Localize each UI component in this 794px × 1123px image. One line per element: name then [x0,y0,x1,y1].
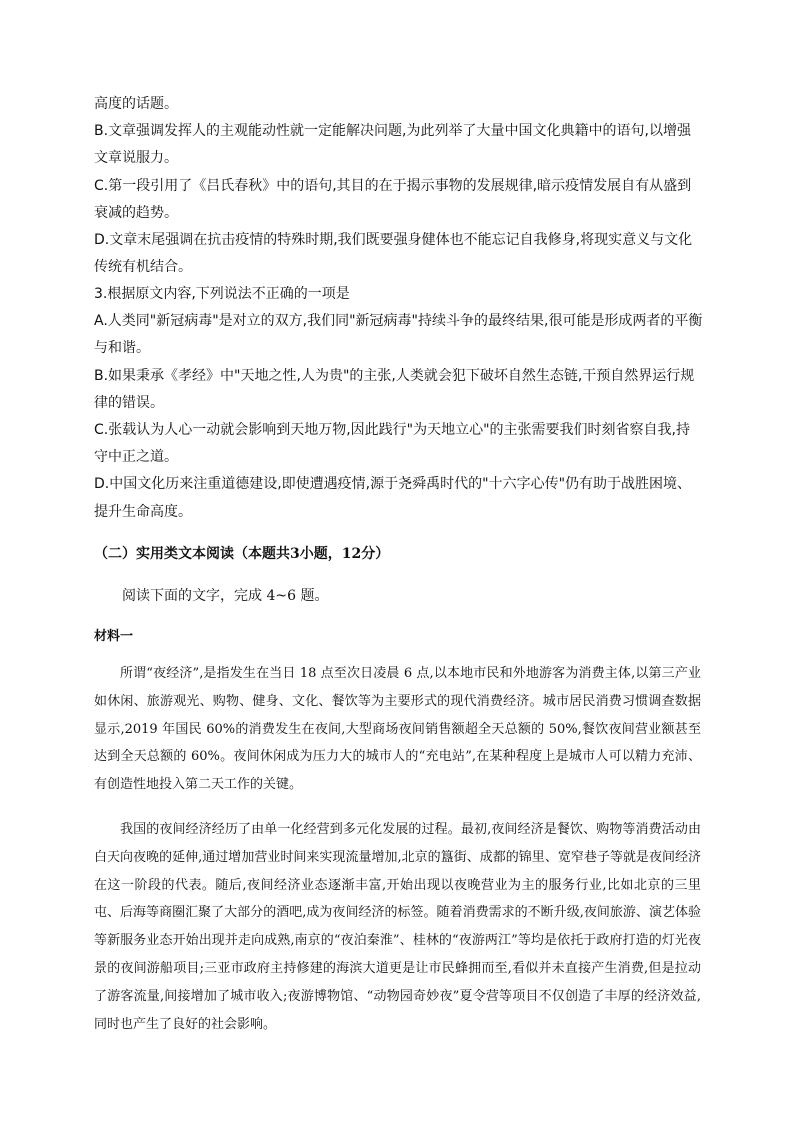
text-line: 子等就是夜间经济在这一阶段的代表。随后,夜间经济业态逐渐丰富,开始出现以夜晚营业为主的服 [94,849,701,893]
instruction: 阅读下面的文字，完成 4~6 题。 [122,588,329,604]
text-line: 我国的夜间经济经历了由单一化经营到多元化发展的过程。最初,夜间经济是餐饮、购物等消 [120,822,649,837]
option-b-line: B.如果秉承《孝经》中"天地之性,人为贵"的主张,人类就会犯下破坏自然生态链,干预自然界运行规 [94,367,695,384]
option-c-line: C.张载认为人心一动就会影响到天地万物,因此践行"为天地立心"的主张需要我们时刻省察自我,持 [94,422,691,439]
text-line: 更是让市民蜂拥而至,看似并未直接产生消费,但是拉动了游客流量,间接增加了城市收入;夜游博物 [94,960,701,1004]
option-c-line: C.第一段引用了《吕氏春秋》中的语句,其目的在于揭示事物的发展规律,暗示疫情发展自有从盛到 [94,177,692,194]
text-line: “夜游两江”等均是依托于政府打造的灯光夜景的夜间游船项目;三亚市政府主持修建的海滨大道 [94,933,701,976]
material-label: 材料一 [94,629,134,644]
text-line: 上是城市人可以精力充沛、有创造性地投入第二天工作的关键。 [94,749,701,793]
question-3 [94,281,704,526]
text-line: 衰减的趋势。 [94,204,178,221]
text-line: 提升生命高度。 [94,503,192,520]
text-line: 的不断升级,夜间旅游、演艺体验等新服务业态开始出现并走向成熟,南京的“夜泊秦淮”、桂林的 [94,905,701,949]
section-title: （二）实用类文本阅读（本题共3小题，12分） [94,546,390,562]
text-line: 文章说服力。 [94,150,178,167]
previous-question-options [94,91,704,281]
text-line: 律的错误。 [94,394,164,411]
text-line: 与和谐。 [94,340,150,357]
paragraph-1 [94,660,701,799]
option-d-line: D.文章末尾强调在抗击疫情的特殊时期,我们既要强身健体也不能忘记自我修身,将现实意义与文化 [94,232,693,249]
text-line: 费习惯调查数据显示,2019 年国民 60%的消费发生在夜间,大型商场夜间销售额超全天总额的 50%,餐 [94,693,701,737]
option-b-line: B.文章强调发挥人的主观能动性就一定能解决问题,为此列举了大量中国文化典籍中的语句,以增强 [94,123,691,140]
text-line: 传统有机结合。 [94,259,192,276]
text-line: 饮夜间营业额甚至达到全天总额的 60%。夜间休闲成为压力大的城市人的“充电站”,在某种程度 [94,721,701,765]
option-a-line: A.人类同"新冠病毒"是对立的双方,我们同"新冠病毒"持续斗争的最终结果,很可能是形成两者的平衡 [94,313,703,330]
question-stem: 3.根据原文内容,下列说法不正确的一项是 [94,286,350,302]
text-line: 所谓“夜经济”,是指发生在当日 18 点至次日凌晨 6 点,以本地市民和外地游客为消费主体,以 [120,666,649,681]
option-d-line: D.中国文化历来注重道德建设,即使遭遇疫情,源于尧舜禹时代的"十六字心传"仍有助于战胜困境、 [94,476,692,493]
paragraph-2 [94,816,701,1038]
text-line: 守中正之道。 [94,449,178,466]
text-line: 馆、“动物园奇妙夜”夏令营等项目不仅创造了丰厚的经济效益,同时也产生了良好的社会影响。 [94,988,701,1032]
text-line: 务行业,比如北京的三里屯、后海等商圈汇聚了大部分的酒吧,成为夜间经济的标签。随着消费需求 [94,877,701,921]
text-line: 第三产业如休闲、旅游观光、购物、健身、文化、餐饮等为主要形式的现代消费经济。城市居民消 [94,666,701,709]
text-line: 高度的话题。 [94,96,178,112]
text-line: 费活动由白天向夜晚的延伸,通过增加营业时间来实现流量增加,北京的簋街、成都的锦里、宽窄巷 [94,822,701,865]
